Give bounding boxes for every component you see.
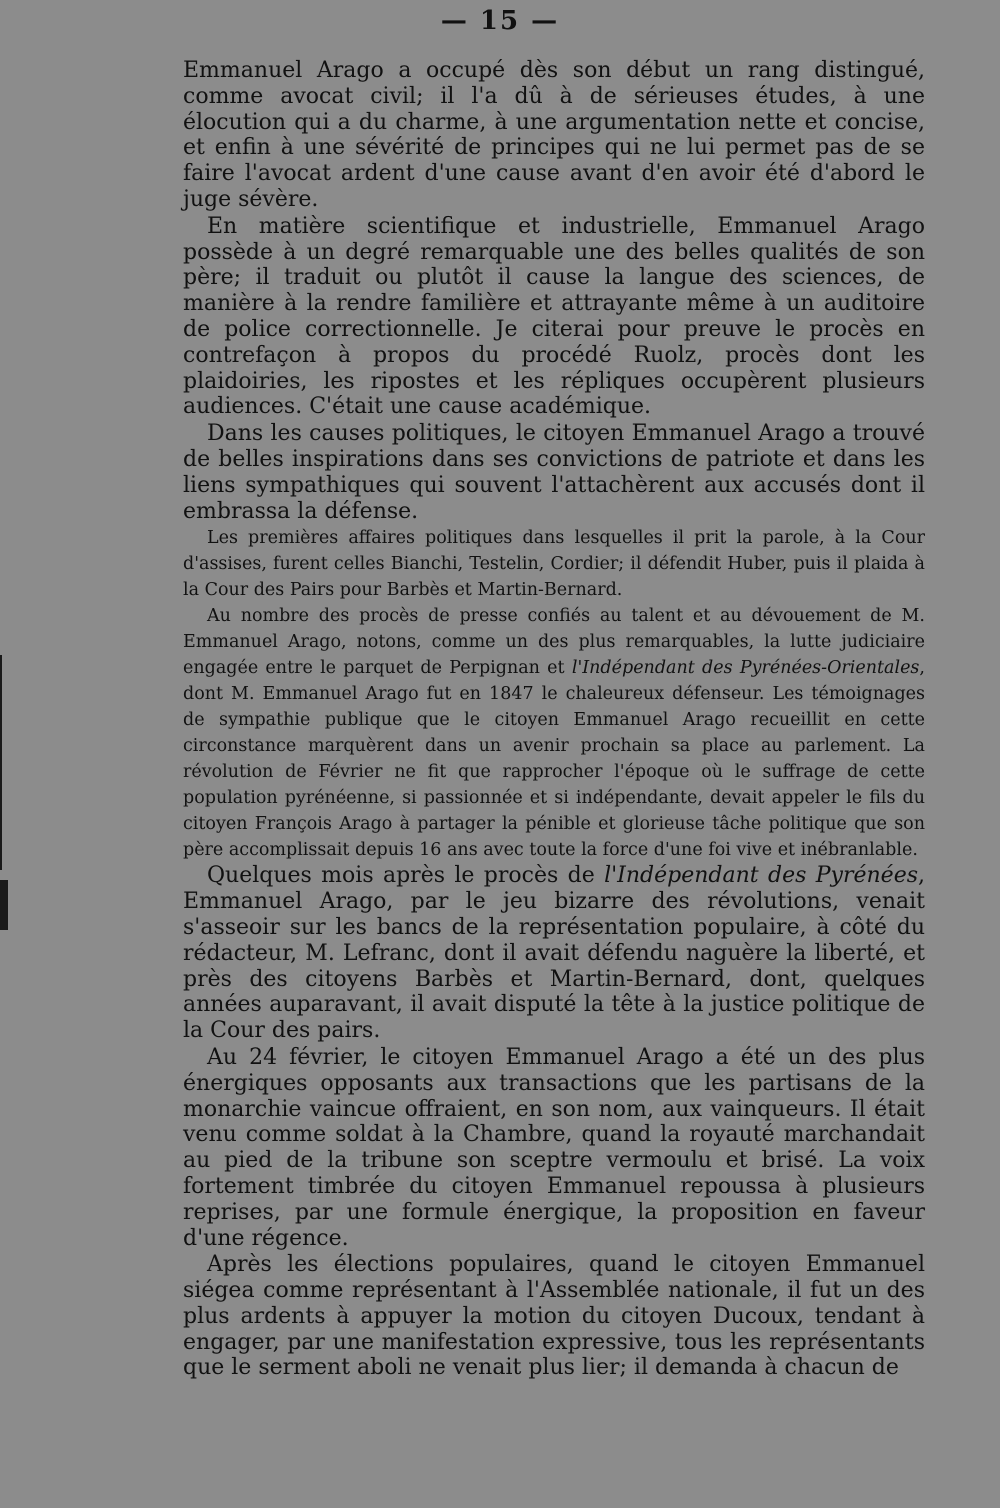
margin-rule: [0, 655, 2, 870]
paragraph-avocat-civil: Emmanuel Arago a occupé dès son début un rang distingué, comme avocat civil; il l'a dû à de sérieuses études, à une élocution qui a du charme, à une argumentation nette et concise, et enfin à une sévérité de principes qui ne lui permet pas de se faire l'avocat ardent d'une cause avant d'en avoir été d'abord le juge sévère.: [183, 58, 925, 212]
text-column: [183, 58, 925, 1382]
text-run: Quelques mois après le procès de: [207, 863, 595, 889]
paragraph-causes-politiques: Dans les causes politiques, le citoyen Emmanuel Arago a trouvé de belles inspirations dans ses convictions de patriote et dans les liens sympathiques qui souvent l'attachèrent aux accusés dont il embrassa la défense.: [183, 421, 925, 524]
text-run: , Emmanuel Arago, par le jeu bizarre des révolutions, venait s'asseoir sur les bancs de la représentation populaire, à côté du rédacteur, M. Lefranc, dont il avait défendu naguère la liberté, et près des citoyens Barbès et Martin-Bernard, dont, quelques années auparavant, il avait disputé la tête à la justice politique de la Cour des pairs.: [183, 863, 925, 1044]
text-run: Au nombre des procès de presse confiés au talent et au dévouement de M. Emmanuel Arago, notons, comme un des plus remarquables, la lutte judiciaire engagée entre le parquet de Perpignan et: [183, 606, 925, 679]
margin-blot: [0, 880, 8, 930]
paragraph-quelques-mois: [183, 863, 925, 1044]
paragraph-proces-de-presse: [183, 603, 925, 863]
page-number: — 15 —: [440, 6, 560, 36]
paragraph-elections-populaires: Après les élections populaires, quand le citoyen Emmanuel siégea comme représentant à l'Assemblée nationale, il fut un des plus ardents à appuyer la motion du citoyen Ducoux, tendant à engager, par une manifestation expressive, tous les représentants que le serment aboli ne venait plus lier; il demanda à chacun de: [183, 1252, 925, 1381]
paragraph-24-fevrier: Au 24 février, le citoyen Emmanuel Arago a été un des plus énergiques opposants aux transactions que les partisans de la monarchie vaincue offraient, en son nom, aux vainqueurs. Il était venu comme soldat à la Chambre, quand la royauté marchandait au pied de la tribune son sceptre vermoulu et brisé. La voix fortement timbrée du citoyen Emmanuel repoussa à plusieurs reprises, par une formule énergique, la proposition en faveur d'une régence.: [183, 1044, 925, 1251]
paragraph-matiere-scientifique: En matière scientifique et industrielle, Emmanuel Arago possède à un degré remarquable une des belles qualités de son père; il traduit ou plutôt il cause la langue des sciences, de manière à la rendre familière et attrayante même à un auditoire de police correctionnelle. Je citerai pour preuve le procès en contrefaçon à propos du procédé Ruolz, procès dont les plaidoiries, les ripostes et les répliques occupèrent plusieurs audiences. C'était une cause académique.: [183, 213, 925, 420]
newspaper-title: l'Indépendant des Pyrénées: [604, 863, 918, 889]
paragraph-premieres-affaires: Les premières affaires politiques dans lesquelles il prit la parole, à la Cour d'assises, furent celles Bianchi, Testelin, Cordier; il défendit Huber, puis il plaida à la Cour des Pairs pour Barbès et Martin-Bernard.: [183, 528, 925, 601]
newspaper-title: l'Indépendant des Pyrénées-Orientales: [571, 658, 920, 679]
text-run: , dont M. Emmanuel Arago fut en 1847 le chaleureux défenseur. Les témoignages de sympathie publique que le citoyen Emmanuel Arago recueillit en cette circonstance marquèrent dans un avenir prochain sa place au parlement. La révolution de Février ne fit que rapprocher l'époque où le suffrage de cette population pyrénéenne, si passionnée et si indépendante, devait appeler le fils du citoyen François Arago à partager la pénible et glorieuse tâche politique que son père accomplissait depuis 16 ans avec toute la force d'une foi vive et inébranlable.: [183, 658, 925, 861]
